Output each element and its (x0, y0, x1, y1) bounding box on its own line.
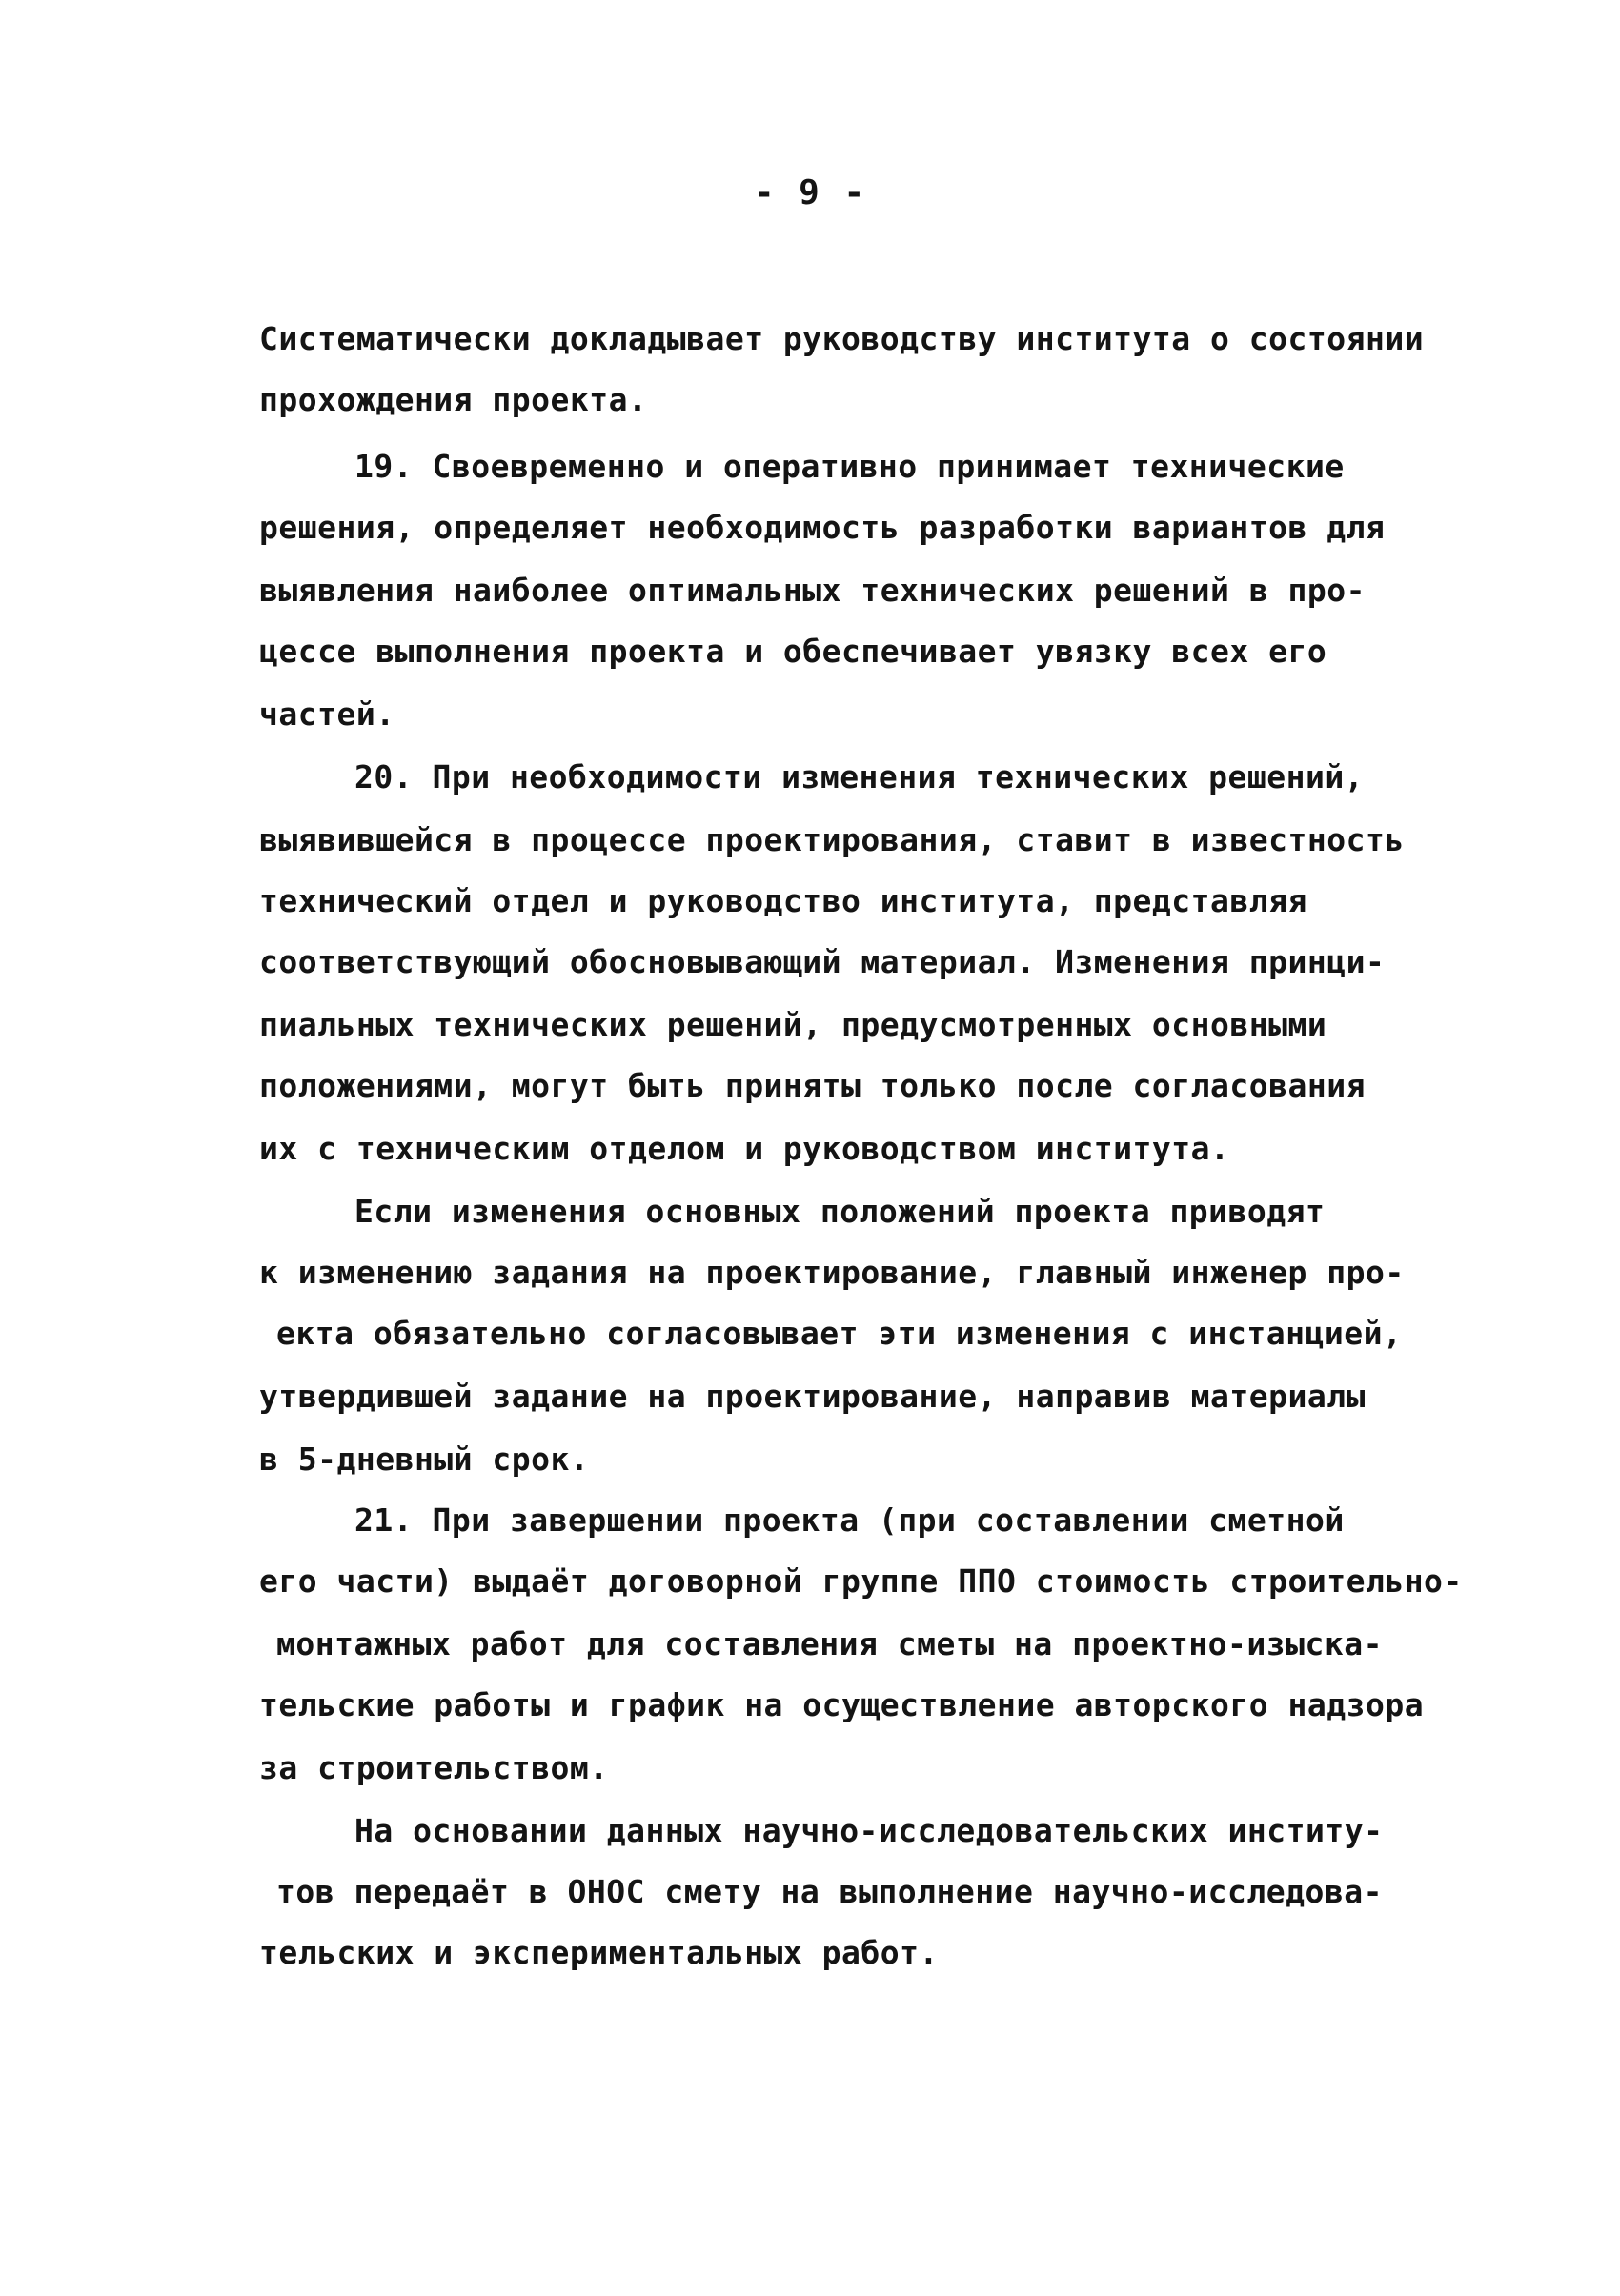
text-line: частей. (259, 695, 395, 733)
text-line: Если изменения основных положений проекта приводят (354, 1193, 1326, 1230)
text-line: к изменению задания на проектирование, главный инженер про- (259, 1254, 1405, 1291)
text-line: выявившейся в процессе проектирования, ставит в известность (259, 821, 1405, 858)
text-line: пиальных технических решений, предусмотренных основными (259, 1006, 1327, 1043)
text-line: их с техническим отделом и руководством института. (259, 1130, 1230, 1167)
page-number: - 9 - (753, 173, 867, 212)
text-line: цессе выполнения проекта и обеспечивает увязку всех его (259, 633, 1327, 670)
text-line: 20. При необходимости изменения технических решений, (354, 758, 1365, 796)
text-line: решения, определяет необходимость разработки вариантов для (259, 509, 1386, 546)
text-line: технический отдел и руководство института, представляя (259, 882, 1307, 919)
text-line: прохождения проекта. (259, 381, 648, 418)
text-line: екта обязательно согласовывает эти изменения с инстанцией, (276, 1315, 1403, 1352)
text-line: положениями, могут быть приняты только после согласования (259, 1067, 1366, 1104)
text-line: за строительством. (259, 1749, 609, 1786)
text-line: На основании данных научно-исследовательских институ- (354, 1812, 1384, 1849)
text-line: утвердившей задание на проектирование, направив материалы (259, 1378, 1366, 1415)
text-line: соответствующий обосновывающий материал. Изменения принци- (259, 943, 1386, 980)
text-line: 19. Своевременно и оперативно принимает технические (354, 448, 1345, 485)
text-line: тов передаёт в ОНОС смету на выполнение научно-исследова- (276, 1873, 1383, 1910)
text-line: в 5-дневный срок. (259, 1440, 590, 1478)
text-line: тельские работы и график на осуществление авторского надзора (259, 1686, 1425, 1723)
text-line: монтажных работ для составления сметы на проектно-изыска- (276, 1625, 1383, 1662)
text-line: Систематически докладывает руководству института о состоянии (259, 320, 1425, 357)
text-line: 21. При завершении проекта (при составлении сметной (354, 1501, 1345, 1539)
text-line: выявления наиболее оптимальных технических решений в про- (259, 572, 1366, 609)
text-line: тельских и экспериментальных работ. (259, 1934, 939, 1971)
text-line: его части) выдаёт договорной группе ППО стоимость строительно- (259, 1562, 1463, 1600)
